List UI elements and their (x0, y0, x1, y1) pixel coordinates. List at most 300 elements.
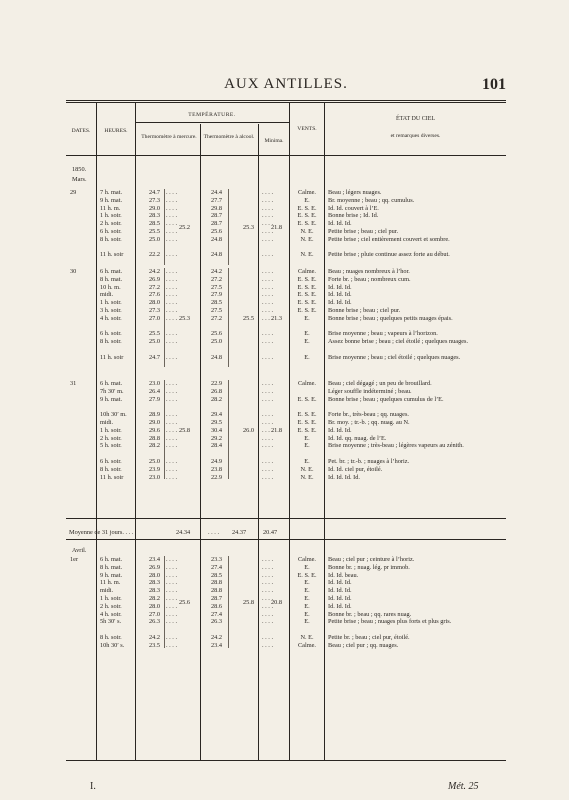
etat-cell: Id. Id. couvert à l’E. (328, 204, 379, 212)
mercure-cell: 28.3 (148, 212, 160, 220)
heure-cell: 6 h. soir. (100, 330, 122, 338)
vent-cell: E. S. E. (297, 220, 317, 228)
heure-cell: 8 h. mat. (100, 275, 123, 283)
minima-dots-cell: . . . . (262, 634, 274, 641)
etat-cell: Id. Id. Id. (328, 291, 352, 299)
minima-dots-cell: . . . . (262, 268, 274, 275)
mercure-cell: 28.3 (148, 587, 160, 595)
mercure-cell: 22.2 (148, 251, 160, 259)
moyenne-mercure: 24.34 (176, 529, 191, 536)
vent-cell: E. S. E. (297, 395, 317, 403)
brace-alcool (228, 189, 229, 265)
heure-cell: 11 h. m. (100, 204, 121, 212)
heure-cell: 7 h. mat. (100, 189, 123, 196)
avg-minima-cell: 21.8 (270, 224, 282, 231)
etat-cell: Bonne brise ; Id. Id. (328, 212, 379, 220)
mercure-cell: 28.0 (148, 571, 160, 579)
dots-cell: . . . . (166, 602, 178, 610)
alcool-cell: 28.7 (210, 595, 222, 602)
heure-cell: 8 h. soir. (100, 634, 122, 641)
dots-cell: . . . . (166, 634, 178, 641)
alcool-cell: 29.2 (210, 434, 222, 442)
minima-dots-cell: . . . . (262, 641, 274, 649)
dots-cell: . . . . (166, 556, 178, 563)
mercure-cell: 26.4 (148, 387, 160, 395)
minima-dots-cell: . . . . (262, 595, 274, 602)
dots-cell: . . . . (166, 458, 178, 465)
page-title: AUX ANTILLES. (224, 76, 348, 92)
col-header-etat: ÉTAT DU CIEL (395, 116, 436, 122)
dots-cell: . . . . (166, 196, 178, 204)
heure-cell: 8 h. soir. (100, 465, 122, 473)
heure-cell: 10h 30′ s. (100, 641, 125, 649)
mercure-cell: 27.0 (148, 314, 160, 322)
etat-cell: Bonne br. ; nuag. lég. pr immob. (328, 563, 410, 571)
vent-cell: E. S. E. (297, 204, 317, 212)
etat-cell: Id. Id. Id. (328, 595, 352, 602)
vent-cell: E. S. E. (297, 419, 317, 426)
minima-dots-cell: . . . . (262, 353, 274, 361)
avg-alcool-cell: 26.0 (242, 426, 254, 434)
mercure-cell: 25.0 (148, 338, 160, 346)
etat-cell: Petite brise ; beau ; ciel pur. (328, 228, 399, 235)
mercure-cell: 28.5 (148, 220, 160, 228)
vent-cell: E. (304, 587, 310, 595)
vent-cell: E. (304, 314, 310, 322)
month-label-avril: Avril. (72, 547, 87, 554)
year-label: 1850. (72, 166, 87, 173)
minima-dots-cell: . . . . (262, 314, 274, 322)
minima-dots-cell: . . . . (262, 299, 274, 307)
etat-cell: Id. Id. Id. (328, 579, 352, 587)
mercure-cell: 28.9 (148, 411, 160, 419)
minima-dots-cell: . . . . (262, 434, 274, 442)
dots-cell: . . . . (166, 419, 178, 426)
col-rule (324, 102, 325, 760)
avg-mercure-cell: 25.3 (178, 314, 190, 322)
alcool-cell: 27.7 (210, 196, 222, 204)
heure-cell: 2 h. soir. (100, 602, 122, 610)
col-header-alcool: Thermomètre à alcool. (203, 134, 255, 140)
avg-mercure-cell: 25.8 (178, 426, 190, 434)
etat-cell: Id. Id. ciel pur, étoilé. (328, 465, 383, 473)
alcool-cell: 22.9 (210, 380, 222, 387)
vent-cell: E. (304, 338, 310, 346)
etat-cell: Beau ; ciel dégagé ; un peu de brouillard. (328, 380, 432, 387)
etat-cell: Forte br. ; beau ; nombreux cum. (328, 275, 411, 283)
etat-cell: Br. moyenne ; beau ; qq. cumulus. (328, 196, 415, 204)
dots-cell: . . . . (166, 212, 178, 220)
heure-cell: 9 h. mat. (100, 571, 123, 579)
vent-cell: E. S. E. (297, 291, 317, 299)
heure-cell: 10h 30′ m. (100, 411, 127, 419)
dots-cell: . . . . (166, 330, 178, 338)
moyenne-dots: . . . . (208, 529, 220, 536)
minima-dots-cell: . . . . (262, 442, 274, 450)
mercure-cell: 24.2 (148, 634, 160, 641)
mercure-cell: 27.6 (148, 291, 160, 299)
heure-cell: 11 h. soir (100, 251, 124, 259)
dots-cell: . . . . (166, 283, 178, 291)
heure-cell: 1 h. soir. (100, 212, 122, 220)
dots-cell: . . . . (166, 442, 178, 450)
dots-cell: . . . . (166, 299, 178, 307)
alcool-cell: 27.4 (210, 610, 222, 618)
minima-dots-cell: . . . . (262, 387, 274, 395)
avg-alcool-cell: 25.8 (242, 598, 254, 606)
dots-cell: . . . . (166, 338, 178, 346)
minima-dots-cell: . . . . (262, 610, 274, 618)
etat-cell: Br. moy. ; tr.-b. ; qq. nuag. au N. (328, 419, 410, 426)
heure-cell: 9 h. mat. (100, 395, 123, 403)
dots-cell: . . . . (166, 426, 178, 434)
temperature-rule (135, 122, 289, 123)
minima-dots-cell: . . . . (262, 338, 274, 346)
heure-cell: 2 h. soir. (100, 434, 122, 442)
moyenne-minima: 20.47 (263, 529, 278, 536)
etat-cell: Id. Id. Id. Id. (328, 473, 361, 481)
alcool-cell: 30.4 (210, 426, 222, 434)
avg-minima-cell: 20.8 (270, 598, 282, 606)
minima-dots-cell: . . . . (262, 465, 274, 473)
heure-cell: 1 h. soir. (100, 299, 122, 307)
avg-mercure-cell: 25.6 (178, 598, 190, 606)
etat-cell: Petite brise ; ciel entièrement couvert et sombre. (328, 235, 450, 243)
alcool-cell: 27.9 (210, 291, 222, 299)
vent-cell: E. (304, 442, 310, 450)
vent-cell: N. E. (300, 228, 314, 235)
etat-cell: Id. Id. Id. (328, 426, 352, 434)
heure-cell: 4 h. soir. (100, 314, 122, 322)
heure-cell: 6 h. soir. (100, 228, 122, 235)
heure-cell: 3 h. soir. (100, 307, 122, 314)
moyenne-label: Moyenne de 31 jours. . . . (69, 529, 134, 536)
dots-cell: . . . . (166, 387, 178, 395)
minima-dots-cell: . . . . (262, 189, 274, 196)
heure-cell: 1 h. soir. (100, 426, 122, 434)
vent-cell: E. S. E. (297, 426, 317, 434)
dots-cell: . . . . (166, 235, 178, 243)
alcool-cell: 24.9 (210, 458, 222, 465)
minima-dots-cell: . . . . (262, 618, 274, 626)
mercure-cell: 26.3 (148, 618, 160, 626)
heure-cell: 8 h. soir. (100, 235, 122, 243)
moyenne-alcool: 24.37 (232, 529, 247, 536)
vent-cell: N. E. (300, 465, 314, 473)
heure-cell: 7h 30′ m. (100, 387, 124, 395)
etat-cell: Id. Id. Id. (328, 283, 352, 291)
alcool-cell: 28.7 (210, 220, 222, 228)
minima-dots-cell: . . . . (262, 251, 274, 259)
heure-cell: 6 h. soir. (100, 458, 122, 465)
alcool-cell: 28.5 (210, 571, 222, 579)
moyenne-rule (66, 518, 506, 519)
mercure-cell: 25.0 (148, 235, 160, 243)
mercure-cell: 23.5 (148, 641, 160, 649)
mercure-cell: 24.7 (148, 353, 160, 361)
col-header-minima: Minima. (264, 138, 284, 144)
minima-dots-cell: . . . . (262, 556, 274, 563)
alcool-cell: 23.8 (210, 465, 222, 473)
etat-cell: Id. Id. Id. (328, 299, 352, 307)
vent-cell: E. S. E. (297, 307, 317, 314)
alcool-cell: 26.8 (210, 387, 222, 395)
vent-cell: E. (304, 458, 310, 465)
dots-cell: . . . . (166, 395, 178, 403)
dots-cell: . . . . (166, 268, 178, 275)
minima-dots-cell: . . . . (262, 587, 274, 595)
alcool-cell: 25.0 (210, 338, 222, 346)
alcool-cell: 24.8 (210, 251, 222, 259)
col-header-vents: VENTS. (297, 126, 317, 132)
heure-cell: 6 h. mat. (100, 556, 123, 563)
mercure-cell: 25.5 (148, 228, 160, 235)
minima-dots-cell: . . . . (262, 212, 274, 220)
col-rule (258, 124, 259, 760)
minima-dots-cell: . . . . (262, 220, 274, 228)
etat-cell: Forte br., très-beau ; qq. nuages. (328, 411, 409, 419)
avg-alcool-cell: 25.3 (242, 224, 254, 231)
date-cell: 30 (70, 268, 77, 275)
etat-cell: Id. Id. Id. (328, 602, 352, 610)
minima-dots-cell: . . . . (262, 235, 274, 243)
mercure-cell: 29.0 (148, 204, 160, 212)
dots-cell: . . . . (166, 314, 178, 322)
alcool-cell: 27.2 (210, 314, 222, 322)
dots-cell: . . . . (166, 307, 178, 314)
alcool-cell: 28.2 (210, 395, 222, 403)
vent-cell: N. E. (300, 251, 314, 259)
bottom-rule (66, 760, 506, 761)
dots-cell: . . . . (166, 204, 178, 212)
heure-cell: 2 h. soir. (100, 220, 122, 228)
etat-cell: Beau ; ciel pur ; qq. nuages. (328, 641, 399, 649)
mercure-cell: 25.5 (148, 330, 160, 338)
dots-cell: . . . . (166, 434, 178, 442)
etat-cell: Bonne brise ; beau ; quelques petits nuages épais. (328, 314, 453, 322)
mercure-cell: 28.0 (148, 299, 160, 307)
vent-cell: N. E. (300, 473, 314, 481)
vent-cell: E. S. E. (297, 299, 317, 307)
minima-dots-cell: . . . . (262, 283, 274, 291)
mercure-cell: 24.2 (148, 268, 160, 275)
minima-dots-cell: . . . . (262, 395, 274, 403)
heure-cell: 5h 30′ s. (100, 618, 122, 626)
brace-mercure (164, 556, 165, 648)
etat-cell: Petite br. ; beau ; ciel pur, étoilé. (328, 634, 410, 641)
minima-dots-cell: . . . . (262, 458, 274, 465)
page-header (66, 76, 506, 94)
vent-cell: E. (304, 579, 310, 587)
minima-dots-cell: . . . . (262, 204, 274, 212)
brace-mercure (164, 268, 165, 367)
minima-dots-cell: . . . . (262, 602, 274, 610)
date-cell: 29 (70, 189, 77, 196)
mercure-cell: 23.0 (148, 473, 160, 481)
etat-cell: Assez bonne brise ; beau ; ciel étoilé ; quelques nuages. (328, 338, 469, 346)
etat-cell: Beau ; nuages nombreux à l’hor. (328, 268, 410, 275)
dots-cell: . . . . (166, 610, 178, 618)
minima-dots-cell: . . . . (262, 228, 274, 235)
mercure-cell: 28.3 (148, 579, 160, 587)
etat-cell: Brise moyenne ; beau ; vapeurs à l’horizon. (328, 330, 438, 338)
alcool-cell: 27.2 (210, 275, 222, 283)
dots-cell: . . . . (166, 465, 178, 473)
vent-cell: Calme. (297, 268, 316, 275)
etat-cell: Pet. br. ; tr.-b. ; nuages à l’horiz. (328, 458, 410, 465)
brace-alcool (228, 556, 229, 648)
minima-dots-cell: . . . . (262, 426, 274, 434)
alcool-cell: 23.3 (210, 556, 222, 563)
etat-cell: Brise moyenne ; très-beau ; légères vapeurs au zénith. (328, 442, 464, 450)
brace-mercure (164, 189, 165, 265)
etat-cell: Beau ; ciel pur ; ceinture à l’horiz. (328, 556, 415, 563)
mercure-cell: 24.7 (148, 189, 160, 196)
dots-cell: . . . . (166, 251, 178, 259)
alcool-cell: 28.4 (210, 442, 222, 450)
mercure-cell: 25.0 (148, 458, 160, 465)
etat-cell: Beau ; légers nuages. (328, 189, 382, 196)
vent-cell: E. (304, 618, 310, 626)
etat-cell: Petite brise ; beau ; nuages plus forts et plus gris. (328, 618, 452, 626)
heure-cell: 8 h. mat. (100, 563, 123, 571)
vent-cell: N. E. (300, 634, 314, 641)
date-cell: 31 (70, 380, 77, 387)
minima-dots-cell: . . . . (262, 579, 274, 587)
minima-dots-cell: . . . . (262, 275, 274, 283)
mercure-cell: 26.9 (148, 563, 160, 571)
alcool-cell: 28.5 (210, 299, 222, 307)
alcool-cell: 24.2 (210, 634, 222, 641)
vent-cell: E. (304, 595, 310, 602)
mercure-cell: 28.8 (148, 434, 160, 442)
mercure-cell: 28.2 (148, 442, 160, 450)
heure-cell: 11 h. soir (100, 473, 124, 481)
minima-dots-cell: . . . . (262, 380, 274, 387)
page-number: 101 (482, 76, 506, 93)
heure-cell: 10 h. m. (100, 283, 121, 291)
alcool-cell: 23.4 (210, 641, 222, 649)
dots-cell: . . . . (166, 587, 178, 595)
etat-cell: Id. Id. qq. nuag. de l’E. (328, 434, 387, 442)
dots-cell: . . . . (166, 473, 178, 481)
mercure-cell: 27.3 (148, 307, 160, 314)
heure-cell: 6 h. mat. (100, 268, 123, 275)
mercure-cell: 27.2 (148, 283, 160, 291)
brace-alcool (228, 380, 229, 479)
avg-mercure-cell: 25.2 (178, 224, 190, 231)
minima-dots-cell: . . . . (262, 291, 274, 299)
col-header-mercure: Thermomètre à mercure. (141, 134, 197, 140)
vent-cell: E. (304, 196, 310, 204)
heure-cell: midi. (100, 419, 114, 426)
mercure-cell: 27.3 (148, 196, 160, 204)
heure-cell: 4 h. soir. (100, 610, 122, 618)
heure-cell: midi. (100, 587, 114, 595)
dots-cell: . . . . (166, 228, 178, 235)
heure-cell: 5 h. soir. (100, 442, 122, 450)
top-rule (66, 100, 506, 101)
col-header-dates: DATES. (71, 128, 91, 134)
dots-cell: . . . . (166, 571, 178, 579)
minima-dots-cell: . . . . (262, 196, 274, 204)
heure-cell: 11 h. soir (100, 353, 124, 361)
footer-sheet-mark: Mét. 25 (448, 781, 479, 792)
mercure-cell: 27.0 (148, 610, 160, 618)
etat-cell: Id. Id. Id. (328, 587, 352, 595)
col-rule (96, 102, 97, 760)
vent-cell: Calme. (297, 189, 316, 196)
alcool-cell: 27.5 (210, 307, 222, 314)
minima-dots-cell: . . . . (262, 571, 274, 579)
etat-cell: Bonne br. ; beau ; qq. rares nuag. (328, 610, 412, 618)
vent-cell: E. (304, 602, 310, 610)
mercure-cell: 29.0 (148, 419, 160, 426)
mercure-cell: 27.9 (148, 395, 160, 403)
alcool-cell: 29.5 (210, 419, 222, 426)
heure-cell: 9 h. mat. (100, 196, 123, 204)
vent-cell: E. (304, 563, 310, 571)
etat-cell: Id. Id. beau. (328, 571, 359, 579)
etat-cell: Bonne brise ; beau ; quelques cumulus de l’E. (328, 395, 444, 403)
alcool-cell: 22.9 (210, 473, 222, 481)
heure-cell: 6 h. mat. (100, 380, 123, 387)
dots-cell: . . . . (166, 353, 178, 361)
mercure-cell: 23.4 (148, 556, 160, 563)
alcool-cell: 24.4 (210, 189, 222, 196)
vent-cell: E. (304, 353, 310, 361)
vent-cell: E. S. E. (297, 411, 317, 419)
col-header-temperature: TEMPÉRATURE. (188, 112, 236, 118)
heure-cell: 1 h. soir. (100, 595, 122, 602)
alcool-cell: 25.6 (210, 330, 222, 338)
alcool-cell: 24.8 (210, 235, 222, 243)
alcool-cell: 29.4 (210, 411, 222, 419)
brace-mercure (164, 380, 165, 479)
vent-cell: Calme. (297, 380, 316, 387)
date-cell: 1er (70, 556, 79, 563)
vent-cell: E. S. E. (297, 283, 317, 291)
avg-minima-cell: 21.8 (270, 426, 282, 434)
mercure-cell: 23.0 (148, 380, 160, 387)
alcool-cell: 28.8 (210, 579, 222, 587)
vent-cell: E. S. E. (297, 571, 317, 579)
dots-cell: . . . . (166, 189, 178, 196)
vent-cell: E. (304, 330, 310, 338)
vent-cell: E. (304, 610, 310, 618)
mercure-cell: 26.9 (148, 275, 160, 283)
vent-cell: Calme. (297, 641, 316, 649)
dots-cell: . . . . (166, 380, 178, 387)
dots-cell: . . . . (166, 618, 178, 626)
heure-cell: midi. (100, 291, 114, 299)
dots-cell: . . . . (166, 641, 178, 649)
vent-cell: E. (304, 434, 310, 442)
top-rule-2 (66, 102, 506, 103)
vent-cell: E. S. E. (297, 275, 317, 283)
vent-cell: N. E. (300, 235, 314, 243)
avg-minima-cell: 21.3 (270, 314, 282, 322)
minima-dots-cell: . . . . (262, 330, 274, 338)
alcool-cell: 25.6 (210, 228, 222, 235)
minima-dots-cell: . . . . (262, 473, 274, 481)
etat-cell: Léger souffle indéterminé ; beau. (328, 387, 412, 395)
etat-cell: Bonne brise ; beau ; ciel pur. (328, 307, 401, 314)
mercure-cell: 28.2 (148, 595, 160, 602)
avg-alcool-cell: 25.5 (242, 314, 254, 322)
mercure-cell: 29.6 (148, 426, 160, 434)
mercure-cell: 28.0 (148, 602, 160, 610)
